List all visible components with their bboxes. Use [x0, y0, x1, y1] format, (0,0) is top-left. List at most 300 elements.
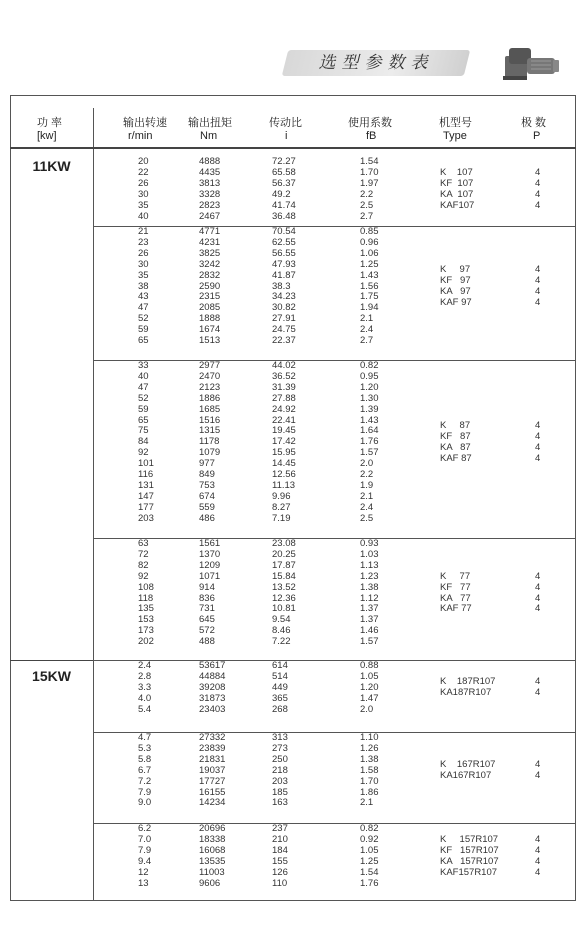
- type-cell: KF 157R107: [440, 844, 499, 856]
- factor-cell: 1.10: [360, 732, 379, 743]
- factor-cell: 1.64: [360, 425, 379, 437]
- factor-cell: 1.37: [360, 603, 379, 615]
- factor-cell: 2.2: [360, 469, 374, 480]
- factor-cell: 2.7: [360, 210, 374, 222]
- factor-cell: 1.9: [360, 479, 374, 491]
- factor-cell: 0.92: [360, 833, 379, 845]
- factor-cell: 1.43: [360, 414, 379, 426]
- torque-cell: 4231: [199, 236, 221, 248]
- ratio-cell: 20.25: [272, 548, 296, 560]
- col-ratio-label: 传动比: [269, 117, 302, 129]
- factor-cell: 1.38: [360, 581, 379, 593]
- speed-cell: 12: [138, 866, 149, 878]
- torque-cell: 486: [199, 512, 215, 524]
- factor-cell: 1.47: [360, 692, 379, 704]
- factor-cell: 1.39: [360, 403, 379, 415]
- type-cell: KF 107: [440, 177, 474, 189]
- speed-cell: 9.4: [138, 855, 152, 867]
- ratio-cell: 22.41: [272, 414, 296, 426]
- factor-cell: 1.46: [360, 625, 379, 637]
- factor-cell: 1.76: [360, 436, 379, 448]
- factor-cell: 2.5: [360, 199, 374, 211]
- speed-cell: 72: [138, 548, 149, 560]
- poles-cell: 4: [535, 570, 541, 582]
- speed-cell: 135: [138, 603, 154, 615]
- factor-cell: 2.1: [360, 490, 374, 502]
- torque-cell: 20696: [199, 823, 226, 834]
- factor-cell: 1.54: [360, 156, 379, 167]
- torque-cell: 1178: [199, 436, 220, 448]
- speed-cell: 2.8: [138, 670, 152, 682]
- type-cell: KA 87: [440, 441, 471, 453]
- factor-cell: 1.05: [360, 844, 379, 856]
- factor-cell: 0.93: [360, 538, 379, 549]
- speed-cell: 7.9: [138, 844, 152, 856]
- poles-cell: 4: [535, 844, 541, 856]
- factor-cell: 2.1: [360, 313, 374, 325]
- factor-cell: 2.4: [360, 324, 374, 336]
- factor-cell: 2.1: [360, 797, 374, 809]
- factor-cell: 2.7: [360, 335, 374, 346]
- torque-cell: 849: [199, 469, 215, 480]
- factor-cell: 2.4: [360, 501, 374, 513]
- type-cell: KAF 87: [440, 452, 472, 464]
- speed-cell: 43: [138, 291, 149, 303]
- type-cell: KAF157R107: [440, 866, 498, 878]
- speed-cell: 35: [138, 199, 149, 211]
- factor-cell: 1.56: [360, 280, 379, 292]
- speed-cell: 173: [138, 625, 154, 637]
- ratio-cell: 237: [272, 823, 288, 834]
- torque-cell: 1209: [199, 559, 221, 571]
- type-cell: KAF107: [440, 199, 475, 211]
- ratio-cell: 15.84: [272, 570, 296, 582]
- torque-cell: 2977: [199, 360, 221, 371]
- factor-cell: 1.25: [360, 855, 379, 867]
- torque-cell: 488: [199, 636, 215, 648]
- ratio-cell: 27.91: [272, 313, 296, 325]
- factor-cell: 1.30: [360, 392, 379, 404]
- factor-cell: 1.76: [360, 877, 379, 889]
- speed-cell: 7.9: [138, 786, 152, 798]
- factor-cell: 2.2: [360, 188, 374, 200]
- torque-cell: 1674: [199, 324, 221, 336]
- type-cell: KF 87: [440, 430, 471, 442]
- ratio-cell: 17.87: [272, 559, 296, 571]
- torque-cell: 2832: [199, 269, 221, 281]
- torque-cell: 16155: [199, 786, 226, 798]
- torque-cell: 731: [199, 603, 215, 615]
- poles-cell: 4: [535, 866, 541, 878]
- ratio-cell: 30.82: [272, 302, 296, 314]
- poles-cell: 4: [535, 264, 541, 276]
- speed-cell: 147: [138, 490, 154, 502]
- factor-cell: 1.03: [360, 548, 379, 560]
- torque-cell: 3242: [199, 258, 221, 270]
- torque-cell: 53617: [199, 660, 226, 671]
- speed-cell: 26: [138, 247, 149, 259]
- group-divider: [93, 732, 576, 733]
- ratio-cell: 12.56: [272, 469, 296, 480]
- ratio-cell: 23.08: [272, 538, 296, 549]
- ratio-cell: 10.81: [272, 603, 296, 615]
- torque-cell: 3825: [199, 247, 221, 259]
- type-cell: KA 157R107: [440, 855, 499, 867]
- speed-cell: 47: [138, 381, 149, 393]
- group-divider: [93, 823, 576, 824]
- factor-cell: 1.94: [360, 302, 379, 314]
- ratio-cell: 273: [272, 742, 288, 754]
- torque-cell: 4771: [199, 226, 221, 237]
- speed-cell: 4.0: [138, 692, 152, 704]
- torque-cell: 572: [199, 625, 215, 637]
- factor-cell: 1.06: [360, 247, 379, 259]
- type-cell: K 87: [440, 419, 471, 431]
- factor-cell: 1.57: [360, 636, 379, 648]
- torque-cell: 31873: [199, 692, 226, 704]
- col-speed-label: 输出转速: [123, 117, 167, 129]
- speed-cell: 65: [138, 335, 149, 346]
- speed-cell: 84: [138, 436, 149, 448]
- torque-cell: 2315: [199, 291, 221, 303]
- poles-cell: 4: [535, 833, 541, 845]
- type-cell: KA 77: [440, 592, 471, 604]
- factor-cell: 2.5: [360, 512, 374, 524]
- torque-cell: 559: [199, 501, 215, 513]
- speed-cell: 33: [138, 360, 149, 371]
- factor-cell: 1.20: [360, 381, 379, 393]
- torque-cell: 1370: [199, 548, 221, 560]
- factor-cell: 1.75: [360, 291, 379, 303]
- factor-cell: 2.0: [360, 458, 374, 470]
- ratio-cell: 203: [272, 775, 288, 787]
- speed-cell: 82: [138, 559, 149, 571]
- type-cell: KA167R107: [440, 770, 492, 782]
- power-divider: [10, 660, 93, 661]
- speed-cell: 5.8: [138, 753, 152, 765]
- speed-cell: 5.4: [138, 703, 152, 715]
- ratio-cell: 44.02: [272, 360, 296, 371]
- factor-cell: 1.86: [360, 786, 379, 798]
- speed-cell: 52: [138, 313, 149, 325]
- table-header: [10, 108, 576, 148]
- ratio-cell: 47.93: [272, 258, 296, 270]
- ratio-cell: 15.95: [272, 447, 296, 459]
- factor-cell: 1.38: [360, 753, 379, 765]
- poles-cell: 4: [535, 855, 541, 867]
- speed-cell: 92: [138, 570, 149, 582]
- torque-cell: 17727: [199, 775, 226, 787]
- factor-cell: 1.57: [360, 447, 379, 459]
- ratio-cell: 36.48: [272, 210, 296, 222]
- poles-cell: 4: [535, 441, 541, 453]
- ratio-cell: 41.87: [272, 269, 296, 281]
- torque-cell: 18338: [199, 833, 226, 845]
- ratio-cell: 268: [272, 703, 288, 715]
- ratio-cell: 449: [272, 681, 288, 693]
- speed-cell: 20: [138, 156, 149, 167]
- col-speed-unit: r/min: [128, 130, 153, 142]
- factor-cell: 0.82: [360, 360, 379, 371]
- speed-cell: 118: [138, 592, 154, 604]
- poles-cell: 4: [535, 581, 541, 593]
- torque-cell: 14234: [199, 797, 226, 809]
- torque-cell: 1071: [199, 570, 221, 582]
- speed-cell: 2.4: [138, 660, 152, 671]
- speed-cell: 38: [138, 280, 149, 292]
- torque-cell: 977: [199, 458, 215, 470]
- ratio-cell: 34.23: [272, 291, 296, 303]
- poles-cell: 4: [535, 166, 541, 178]
- speed-cell: 203: [138, 512, 154, 524]
- factor-cell: 1.70: [360, 166, 379, 178]
- ratio-cell: 22.37: [272, 335, 296, 346]
- ratio-cell: 72.27: [272, 156, 296, 167]
- ratio-cell: 62.55: [272, 236, 296, 248]
- gear-motor-icon: [503, 42, 561, 84]
- ratio-cell: 185: [272, 786, 288, 798]
- ratio-cell: 24.92: [272, 403, 296, 415]
- ratio-cell: 514: [272, 670, 288, 682]
- torque-cell: 11003: [199, 866, 225, 878]
- speed-cell: 92: [138, 447, 149, 459]
- ratio-cell: 24.75: [272, 324, 296, 336]
- speed-cell: 7.2: [138, 775, 152, 787]
- torque-cell: 27332: [199, 732, 226, 743]
- poles-cell: 4: [535, 430, 541, 442]
- ratio-cell: 70.54: [272, 226, 296, 237]
- factor-cell: 2.0: [360, 703, 374, 715]
- torque-cell: 2590: [199, 280, 221, 292]
- factor-cell: 1.97: [360, 177, 379, 189]
- ratio-cell: 12.36: [272, 592, 296, 604]
- speed-cell: 9.0: [138, 797, 152, 809]
- ratio-cell: 184: [272, 844, 288, 856]
- power-rating: 15KW: [32, 668, 71, 684]
- torque-cell: 9606: [199, 877, 221, 889]
- type-cell: KAF 77: [440, 603, 472, 615]
- col-power-label: 功 率: [37, 117, 63, 129]
- type-cell: KA 107: [440, 188, 474, 200]
- col-torque-unit: Nm: [200, 130, 218, 142]
- speed-cell: 23: [138, 236, 149, 248]
- poles-cell: 4: [535, 188, 541, 200]
- speed-cell: 65: [138, 414, 149, 426]
- factor-cell: 0.96: [360, 236, 379, 248]
- torque-cell: 1513: [199, 335, 221, 346]
- type-cell: K 97: [440, 264, 471, 276]
- ratio-cell: 38.3: [272, 280, 291, 292]
- speed-cell: 30: [138, 188, 149, 200]
- speed-cell: 75: [138, 425, 149, 437]
- ratio-cell: 9.54: [272, 614, 291, 626]
- poles-cell: 4: [535, 770, 541, 782]
- ratio-cell: 31.39: [272, 381, 296, 393]
- ratio-cell: 17.42: [272, 436, 296, 448]
- factor-cell: 1.26: [360, 742, 379, 754]
- speed-cell: 202: [138, 636, 154, 648]
- torque-cell: 1888: [199, 313, 221, 325]
- speed-cell: 5.3: [138, 742, 152, 754]
- group-divider: [93, 226, 576, 227]
- speed-cell: 26: [138, 177, 149, 189]
- poles-cell: 4: [535, 177, 541, 189]
- ratio-cell: 49.2: [272, 188, 291, 200]
- ratio-cell: 56.55: [272, 247, 296, 259]
- torque-cell: 2470: [199, 370, 221, 382]
- torque-cell: 1886: [199, 392, 221, 404]
- type-cell: KAF 97: [440, 296, 472, 308]
- poles-cell: 4: [535, 687, 541, 699]
- col-poles-label: 极 数: [521, 117, 547, 129]
- poles-cell: 4: [535, 452, 541, 464]
- ratio-cell: 7.19: [272, 512, 291, 524]
- ratio-cell: 250: [272, 753, 288, 765]
- speed-cell: 131: [138, 479, 154, 491]
- torque-cell: 836: [199, 592, 215, 604]
- poles-cell: 4: [535, 419, 541, 431]
- speed-cell: 35: [138, 269, 149, 281]
- factor-cell: 1.05: [360, 670, 379, 682]
- speed-cell: 116: [138, 469, 154, 480]
- poles-cell: 4: [535, 285, 541, 297]
- torque-cell: 13535: [199, 855, 226, 867]
- type-cell: K 157R107: [440, 833, 499, 845]
- col-ratio-unit: i: [285, 130, 288, 142]
- type-cell: K 187R107: [440, 676, 496, 688]
- torque-cell: 2467: [199, 210, 221, 222]
- type-cell: KF 77: [440, 581, 471, 593]
- factor-cell: 0.88: [360, 660, 379, 671]
- poles-cell: 4: [535, 759, 541, 771]
- ratio-cell: 11.13: [272, 479, 296, 491]
- poles-cell: 4: [535, 592, 541, 604]
- torque-cell: 914: [199, 581, 215, 593]
- factor-cell: 1.12: [360, 592, 379, 604]
- col-type-unit: Type: [443, 130, 467, 142]
- torque-cell: 23839: [199, 742, 226, 754]
- factor-cell: 0.82: [360, 823, 379, 834]
- speed-cell: 6.2: [138, 823, 152, 834]
- ratio-cell: 19.45: [272, 425, 296, 437]
- speed-cell: 52: [138, 392, 149, 404]
- speed-cell: 3.3: [138, 681, 152, 693]
- ratio-cell: 313: [272, 732, 288, 743]
- speed-cell: 40: [138, 370, 149, 382]
- page-title: 选型参数表: [318, 53, 434, 72]
- ratio-cell: 65.58: [272, 166, 296, 178]
- speed-cell: 101: [138, 458, 154, 470]
- type-cell: KA 97: [440, 285, 471, 297]
- poles-cell: 4: [535, 676, 541, 688]
- poles-cell: 4: [535, 275, 541, 287]
- ratio-cell: 155: [272, 855, 288, 867]
- speed-cell: 63: [138, 538, 149, 549]
- speed-cell: 4.7: [138, 732, 152, 743]
- ratio-cell: 163: [272, 797, 288, 809]
- speed-cell: 40: [138, 210, 149, 222]
- torque-cell: 2823: [199, 199, 221, 211]
- factor-cell: 1.54: [360, 866, 379, 878]
- type-cell: K 107: [440, 166, 473, 178]
- torque-cell: 1685: [199, 403, 221, 415]
- speed-cell: 30: [138, 258, 149, 270]
- speed-cell: 59: [138, 324, 149, 336]
- torque-cell: 3328: [199, 188, 221, 200]
- torque-cell: 1516: [199, 414, 221, 426]
- poles-cell: 4: [535, 199, 541, 211]
- torque-cell: 39208: [199, 681, 226, 693]
- torque-cell: 16068: [199, 844, 226, 856]
- torque-cell: 1561: [199, 538, 221, 549]
- factor-cell: 1.43: [360, 269, 379, 281]
- ratio-cell: 9.96: [272, 490, 291, 502]
- speed-cell: 59: [138, 403, 149, 415]
- torque-cell: 1315: [199, 425, 221, 437]
- speed-cell: 22: [138, 166, 149, 178]
- torque-cell: 19037: [199, 764, 226, 776]
- speed-cell: 7.0: [138, 833, 152, 845]
- factor-cell: 1.70: [360, 775, 379, 787]
- factor-cell: 1.23: [360, 570, 379, 582]
- speed-cell: 13: [138, 877, 149, 889]
- speed-cell: 21: [138, 226, 149, 237]
- factor-cell: 1.20: [360, 681, 379, 693]
- header-divider: [10, 147, 576, 149]
- type-cell: K 167R107: [440, 759, 496, 771]
- torque-cell: 2085: [199, 302, 221, 314]
- type-cell: KA187R107: [440, 687, 492, 699]
- factor-cell: 1.37: [360, 614, 379, 626]
- ratio-cell: 41.74: [272, 199, 296, 211]
- group-divider: [93, 660, 576, 661]
- ratio-cell: 110: [272, 877, 288, 889]
- group-divider: [93, 538, 576, 539]
- speed-cell: 153: [138, 614, 154, 626]
- speed-cell: 108: [138, 581, 154, 593]
- ratio-cell: 36.52: [272, 370, 296, 382]
- col-torque-label: 输出扭矩: [188, 117, 232, 129]
- torque-cell: 2123: [199, 381, 221, 393]
- speed-cell: 177: [138, 501, 154, 513]
- factor-cell: 1.25: [360, 258, 379, 270]
- ratio-cell: 210: [272, 833, 288, 845]
- col-factor-label: 使用系数: [348, 117, 392, 129]
- ratio-cell: 218: [272, 764, 288, 776]
- speed-cell: 47: [138, 302, 149, 314]
- ratio-cell: 13.52: [272, 581, 296, 593]
- ratio-cell: 8.46: [272, 625, 291, 637]
- col-poles-unit: P: [533, 130, 541, 142]
- torque-cell: 4435: [199, 166, 221, 178]
- type-cell: KF 97: [440, 275, 471, 287]
- factor-cell: 1.13: [360, 559, 379, 571]
- ratio-cell: 614: [272, 660, 288, 671]
- speed-cell: 6.7: [138, 764, 152, 776]
- col-type-label: 机型号: [439, 117, 472, 129]
- ratio-cell: 8.27: [272, 501, 291, 513]
- ratio-cell: 7.22: [272, 636, 291, 648]
- ratio-cell: 365: [272, 692, 288, 704]
- power-rating: 11KW: [32, 158, 71, 174]
- torque-cell: 674: [199, 490, 215, 502]
- ratio-cell: 14.45: [272, 458, 296, 470]
- torque-cell: 1079: [199, 447, 221, 459]
- torque-cell: 3813: [199, 177, 221, 189]
- poles-cell: 4: [535, 603, 541, 615]
- factor-cell: 1.58: [360, 764, 379, 776]
- group-divider: [93, 360, 576, 361]
